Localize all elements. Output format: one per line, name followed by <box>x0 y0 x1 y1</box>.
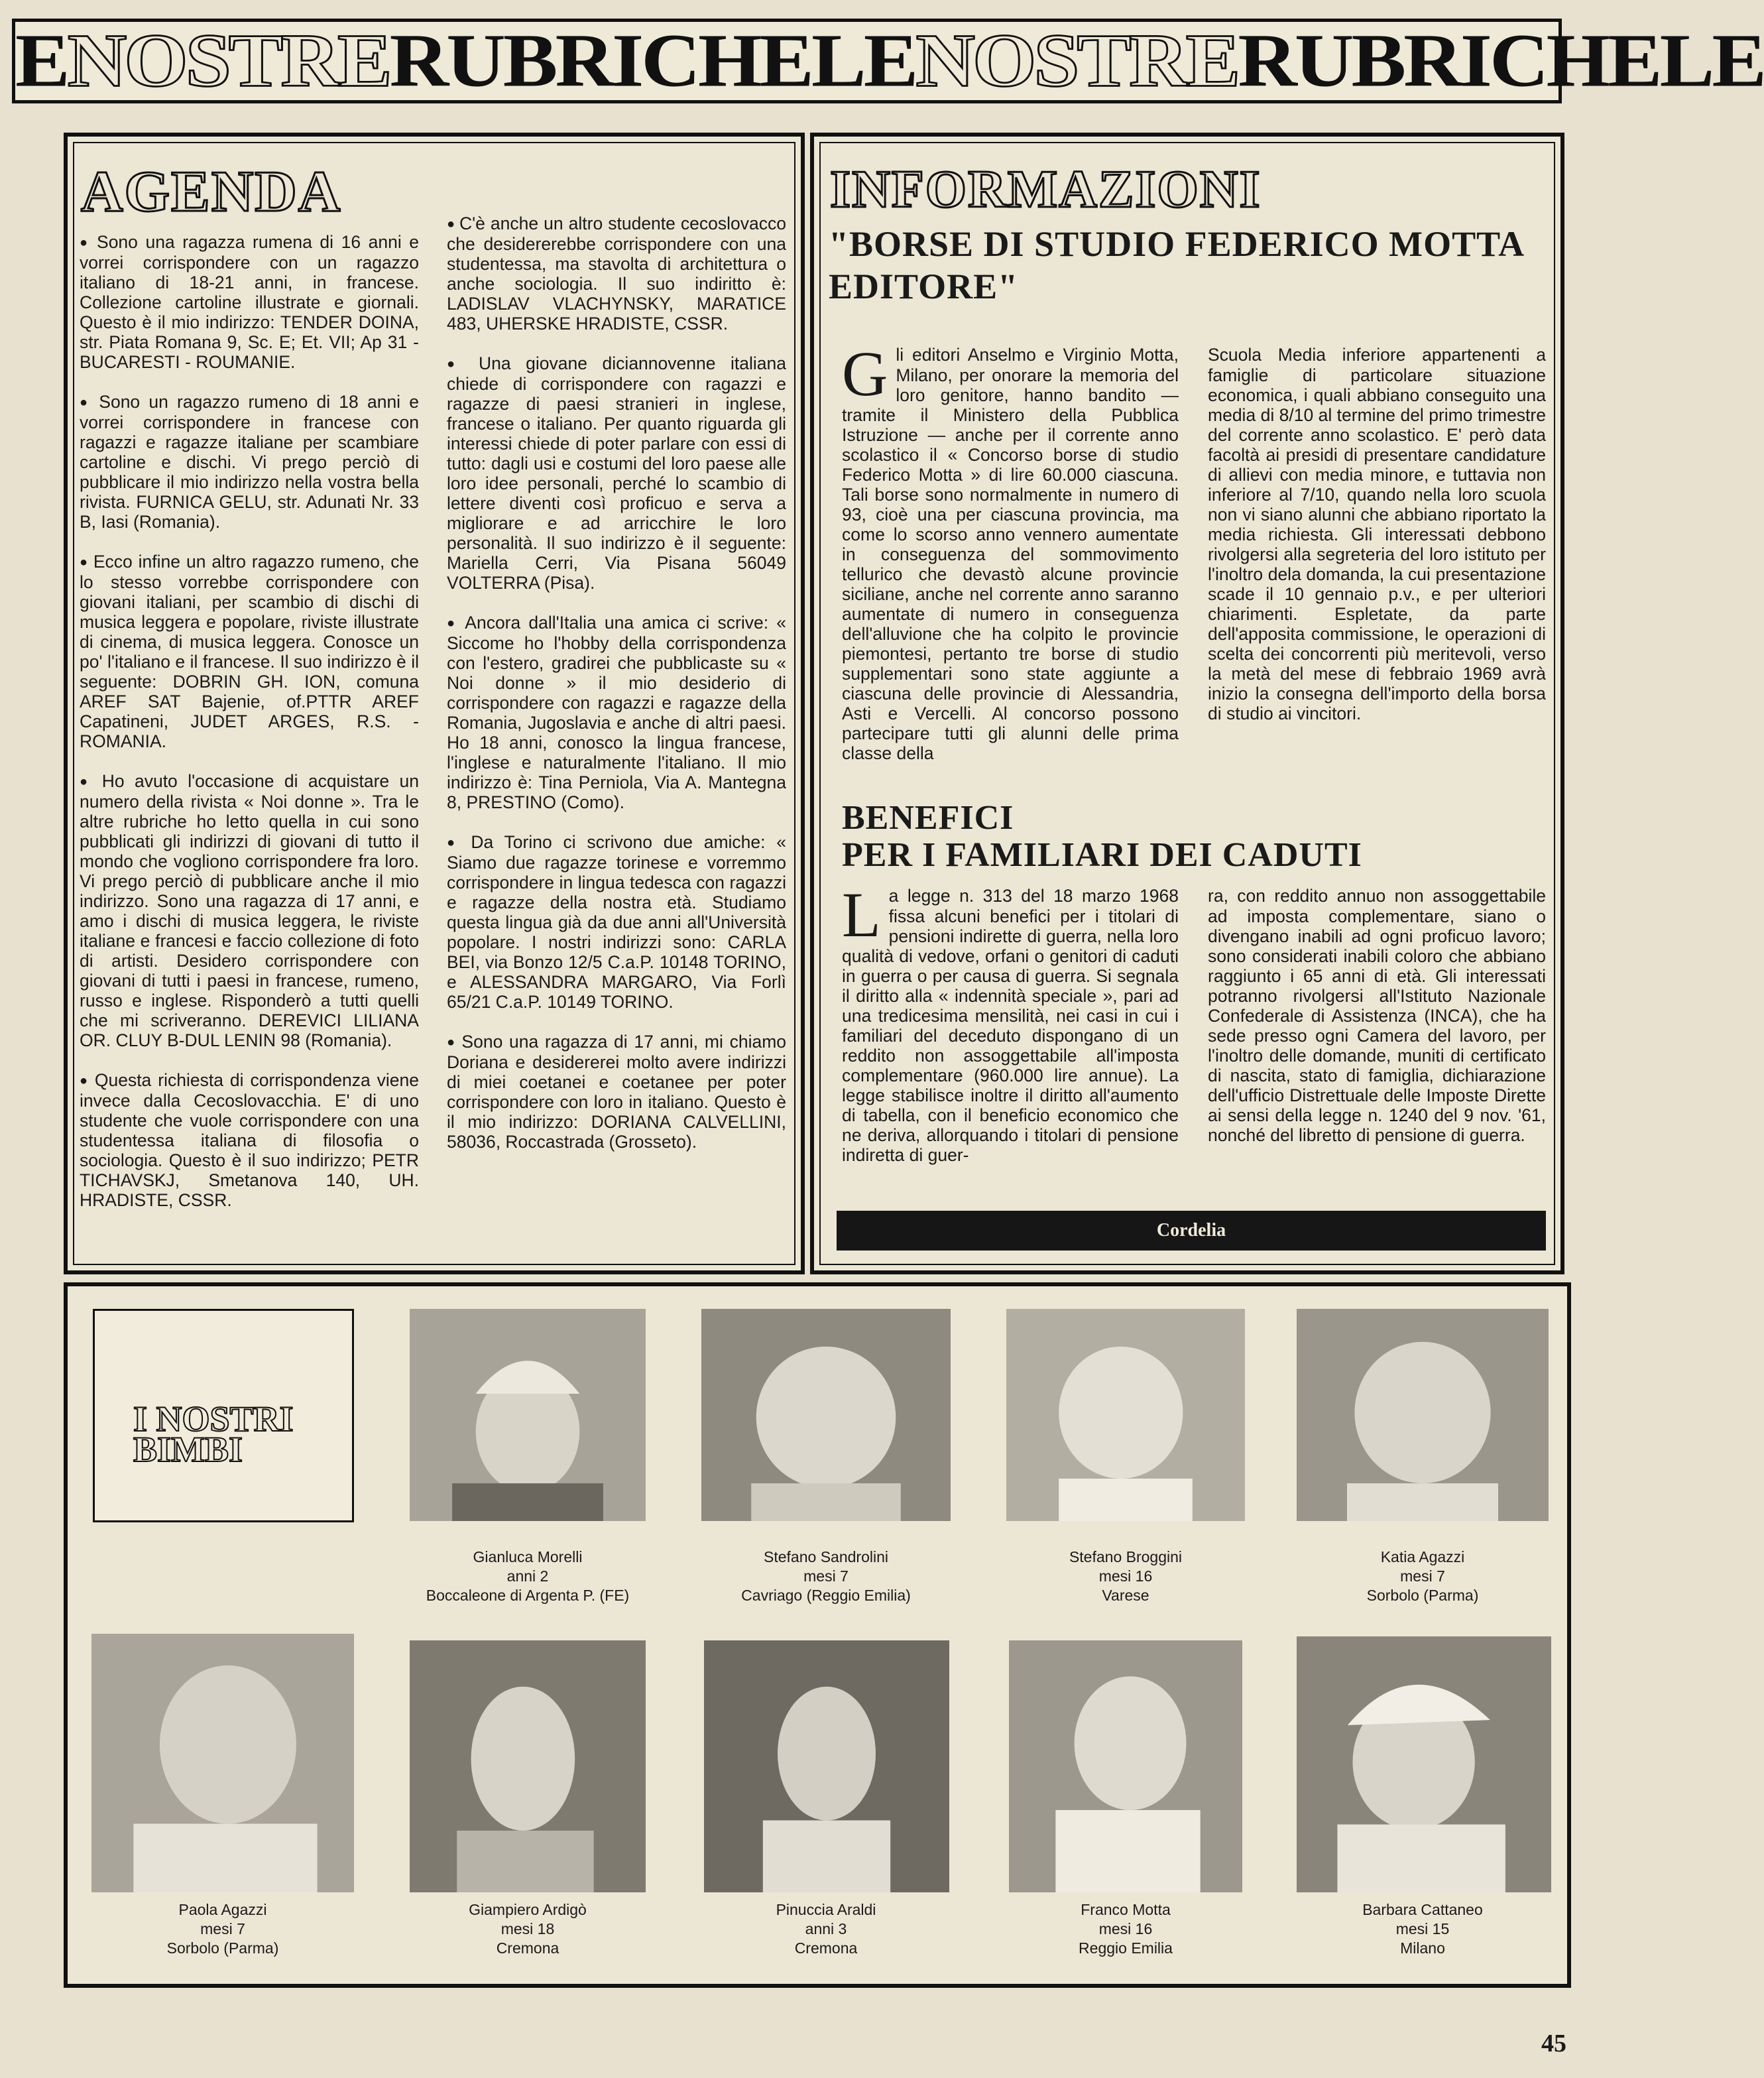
agenda-entry: ● Ho avuto l'occasione di acquistare un numero della rivista « Noi donne ». Tra le altre rubriche ho letto quella in cui sono pubblicati gli indirizzi di giovani di tutto il mondo che vogliono corrispondere fra loro. Vi prego perciò di pubblicare anche il mio indirizzo. Sono una ragazza di 17 anni, e amo i dischi di musica leggera, le riviste italiane e francesi e faccio collezione di foto di artisti. Desidero corrispondere con giovani di tutti i paesi in francese, rumeno, russo e inglese. Risponderò a tutti quelli che mi scriveranno. DEREVICI LILIANA OR. CLUY B-DUL LENIN 98 (Romania). <box>80 771 419 1050</box>
child-photo <box>1009 1640 1242 1892</box>
child-age: mesi 18 <box>500 1920 555 1937</box>
child-place: Cremona <box>794 1939 858 1957</box>
agenda-entry: ● Sono una ragazza rumena di 16 anni e vorrei corrispondere con un ragazzo italiano di 18-21 anni, in francese. Collezione cartoline illustrate e giornali. Questo è il mio indirizzo: TENDER DOINA, str. Piata Romana 9, Sc. E; Et. VII; Ap 31 - BUCARESTI - ROUMANIE. <box>80 232 419 372</box>
informazioni-body <box>842 338 1179 763</box>
child-photo <box>1297 1636 1551 1892</box>
child-caption <box>982 1900 1269 1958</box>
banner-segment: RUBRICHE <box>1238 19 1660 103</box>
banner-segment: RUBRICHE <box>389 19 811 103</box>
benefici-text: ra, con reddito annuo non assoggettabile ad imposta complementare, siano o divengano inabili ad ogni proficuo lavoro; sono considerati inabili coloro che abbiano raggiunto i 65 anni di età. Gli interessati potranno rivolgersi all'Istituto Nazionale Confederale di Assistenza (INCA), che ha sede presso ogni Camera del lavoro, per l'inoltro delle domande, muniti di certificato di nascita, stato di famiglia, dichiarazione dell'ufficio Distrettuale delle Imposte Dirette ai sensi della legge n. 1240 del 9 nov. '61, nonché del libretto di pensione di guerra. <box>1208 886 1546 1145</box>
child-age: anni 3 <box>805 1920 847 1937</box>
banner-segment: E <box>15 19 68 103</box>
child-portrait <box>410 1309 646 1521</box>
child-portrait <box>410 1640 646 1892</box>
child-name: Giampiero Ardigò <box>469 1901 587 1918</box>
child-age: mesi 7 <box>803 1567 849 1585</box>
child-name: Barbara Cattaneo <box>1362 1901 1483 1918</box>
child-photo <box>704 1640 949 1892</box>
banner-segment: LE <box>1659 19 1764 103</box>
child-caption <box>384 1548 671 1605</box>
agenda-entry: ● Sono una ragazza di 17 anni, mi chiamo Doriana e desidererei molto avere indirizzi di miei coetanei e coetanee per poter corrispondere con loro in italiano. Questo è il mio indirizzo: DORIANA CALVELLINI, 58036, Roccastrada (Grosseto). <box>447 1032 786 1152</box>
child-name: Pinuccia Araldi <box>776 1901 876 1918</box>
agenda-entry: ● Da Torino ci scrivono due amiche: « Siamo due ragazze torinese e vorremmo corrispondere in lingua tedesca con ragazzi e ragazze della nostra età. Studiamo questa lingua già da due anni all'Università popolare. I nostri indirizzi sono: CARLA BEI, via Bonzo 12/5 C.a.P. 10148 TORINO, e ALESSANDRA MARGARO, Via Forlì 65/21 C.a.P. 10149 TORINO. <box>447 832 786 1012</box>
child-caption <box>683 1548 969 1605</box>
agenda-entry: ● Questa richiesta di corrispondenza viene invece dalla Cecoslovacchia. E' di uno studente che vuole corrispondere con una studentessa italiana di filosofia o sociologia. Questo è il suo indirizzo; PETR TICHAVSKJ, Smetanova 140, UH. HRADISTE, CSSR. <box>80 1070 419 1210</box>
agenda-entry: ● Ecco infine un altro ragazzo rumeno, che lo stesso vorrebbe corrispondere con giovani italiani, per scambio di dischi di musica leggera e popolare, riviste illustrate di cinema, di musica leggera. Conosce un po' l'italiano e il francese. Il suo indirizzo è il seguente: DOBRIN GH. ION, comuna AREF SAT Bajenie, of.PTTR AREF Capatineni, JUDET ARGES, R.S. - ROMANIA. <box>80 552 419 751</box>
bimbi-title <box>133 1399 294 1469</box>
child-age: anni 2 <box>506 1567 549 1585</box>
banner-segment: LE <box>811 19 916 103</box>
agenda-entry: ● Sono un ragazzo rumeno di 18 anni e vorrei corrispondere in francese con ragazzi e ragazze italiane per scambiare cartoline e dischi. Vi prego perciò di pubblicare il mio indirizzo nella vostra bella rivista. FURNICA GELU, str. Adunati Nr. 33 B, Iasi (Romania). <box>80 392 419 532</box>
dropcap: G <box>842 338 888 409</box>
dropcap: L <box>842 879 881 950</box>
child-portrait <box>1006 1309 1245 1521</box>
child-caption <box>683 1900 969 1958</box>
bimbi-title-line: I NOSTRI <box>133 1399 294 1439</box>
child-name: Katia Agazzi <box>1380 1548 1465 1565</box>
child-portrait <box>1297 1636 1551 1892</box>
child-photo <box>701 1309 951 1521</box>
benefici-left-column <box>842 879 1179 1185</box>
child-photo <box>410 1309 646 1521</box>
child-name: Gianluca Morelli <box>473 1548 583 1565</box>
benefici-title-line: PER I FAMILIARI DEI CADUTI <box>842 836 1362 874</box>
banner-segment: NOSTRE <box>915 19 1238 103</box>
child-caption <box>1279 1900 1566 1958</box>
child-age: mesi 7 <box>200 1920 245 1937</box>
child-place: Varese <box>1102 1587 1149 1604</box>
agenda-left-column <box>80 232 419 1230</box>
child-caption <box>384 1900 671 1958</box>
child-age: mesi 7 <box>1400 1567 1445 1585</box>
child-photo <box>1006 1309 1245 1521</box>
benefici-body <box>842 879 1179 1165</box>
bimbi-title-box <box>93 1309 354 1522</box>
informazioni-text: li editori Anselmo e Virginio Motta, Milano, per onorare la memoria del loro genitore, hanno bandito — tramite il Ministero della Pubblica Istruzione — anche per il corrente anno scolastico il « Concorso borse di studio Federico Motta » di lire 60.000 ciascuna. Tali borse sono normalmente in numero di 93, cioè una per ciascuna provincia, ma come lo scorso anno vennero aumentate in conseguenza del sommovimento tellurico che devastò alcune provincie siciliane, anche nel corrente anno saranno aumentate di numero in conseguenza dell'alluvione che ha colpito le provincie piemontesi, pertanto tre borse di studio supplementari sono state aggiunte a ciascuna delle provincie di Alessandria, Asti e Vercelli. Al concorso possono partecipare tutti gli alunni delle prima classe della <box>842 345 1179 763</box>
child-caption <box>80 1900 366 1958</box>
benefici-right-column <box>1208 886 1546 1165</box>
informazioni-text: Scuola Media inferiore appartenenti a famiglie di particolare situazione economica, i quali abbiano conseguito una media di 8/10 al termine del primo trimestre del corrente anno scolastico. E' però data facoltà ai presidi di presentare candidature di allievi con media minore, e tuttavia non inferiore al 7/10, quando nella loro scuola non vi siano alunni che abbiano riportato la media richiesta. Gli interessati debbono rivolgersi alla segreteria del loro istituto per l'inoltro dela domanda, la cui presentazione scade il 10 gennaio p.v., e per ulteriori chiarimenti. Espletate, da parte dell'apposita commissione, le operazioni di scelta dei concorrenti più meritevoli, verso la metà del mese di febbraio 1969 avrà inizio la consegna dell'importo della borsa di studio ai vincitori. <box>1208 345 1546 723</box>
child-place: Sorbolo (Parma) <box>1366 1587 1479 1604</box>
child-portrait <box>1009 1640 1242 1892</box>
child-photo <box>91 1634 354 1892</box>
child-place: Milano <box>1400 1939 1445 1957</box>
child-photo <box>1297 1309 1549 1521</box>
child-name: Stefano Sandrolini <box>764 1548 888 1565</box>
agenda-entry: ● Una giovane diciannovenne italiana chiede di corrispondere con ragazzi e ragazze di paesi stranieri in inglese, francese o italiano. Per quanto riguarda gli interessi chiede di poter parlare con essi di tutto: dagli usi e costumi del loro paese alle loro idee personali, perché lo scambio di lettere diventi così proficuo e serva a migliorare e ad arricchire le loro personalità. Il suo indirizzo è il seguente: Mariella Cerri, Via Pisana 56049 VOLTERRA (Pisa). <box>447 353 786 593</box>
agenda-right-column <box>447 214 786 1172</box>
child-name: Franco Motta <box>1081 1901 1171 1918</box>
child-portrait <box>1297 1309 1549 1521</box>
agenda-title: AGENDA <box>81 160 342 224</box>
agenda-entry: ● C'è anche un altro studente cecoslovacco che desidererebbe corrispondere con una studentessa, ma stavolta di architettura o anche sociologia. Il suo indiritto è: LADISLAV VLACHYNSKY, MARATICE 483, UHERSKE HRADISTE, CSSR. <box>447 214 786 334</box>
informazioni-subtitle: "BORSE DI STUDIO FEDERICO MOTTA EDITORE" <box>829 224 1523 306</box>
child-place: Reggio Emilia <box>1079 1939 1173 1957</box>
benefici-text: a legge n. 313 del 18 marzo 1968 fissa alcuni benefici per i titolari di pensioni indirette di guerra, nella loro qualità di vedove, orfani o genitori di caduti in guerra o per causa di guerra. Si segnala il diritto alla « indennità speciale », pari ad una tredicesima mensilità, nei casi in cui i familiari del deceduto dispongano di un reddito non assoggettabile all'imposta complementare (960.000 lire annue). La legge stabilisce inoltre il diritto all'aumento di tabella, con il beneficio economico che ne deriva, allorquando i titolari di pensione indiretta di guer- <box>842 886 1179 1165</box>
child-age: mesi 16 <box>1098 1920 1153 1937</box>
informazioni-right-column <box>1208 345 1546 743</box>
agenda-entry: ● Ancora dall'Italia una amica ci scrive: « Siccome ho l'hobby della corrispondenza con l'estero, gradirei che pubblicaste su « Noi donne » il mio desiderio di corrispondere con ragazzi e ragazze della Romania, Jugoslavia e anche di altri paesi. Ho 18 anni, conosco la lingua francese, l'inglese e naturalmente l'italiano. Il mio indirizzo è: Tina Perniola, Via A. Mantegna 8, PRESTINO (Como). <box>447 613 786 812</box>
child-caption <box>1279 1548 1566 1605</box>
bimbi-title-line: BIMBI <box>133 1430 243 1469</box>
child-age: mesi 16 <box>1098 1567 1153 1585</box>
child-caption <box>982 1548 1269 1605</box>
section-banner <box>12 19 1764 103</box>
child-age: mesi 15 <box>1395 1920 1450 1937</box>
child-place: Cremona <box>496 1939 559 1957</box>
banner-segment: NOSTRE <box>67 19 390 103</box>
child-place: Boccaleone di Argenta P. (FE) <box>426 1587 630 1604</box>
benefici-title-line: BENEFICI <box>842 799 1014 837</box>
child-name: Paola Agazzi <box>178 1901 267 1918</box>
child-portrait <box>704 1640 949 1892</box>
child-portrait <box>91 1634 354 1892</box>
child-place: Sorbolo (Parma) <box>166 1939 279 1957</box>
page-number: 45 <box>1541 2030 1566 2057</box>
informazioni-left-column <box>842 338 1179 783</box>
benefici-title <box>842 800 1362 874</box>
informazioni-title: INFORMAZIONI <box>830 160 1262 219</box>
child-portrait <box>701 1309 951 1521</box>
child-name: Stefano Broggini <box>1069 1548 1183 1565</box>
author-signature: Cordelia <box>837 1211 1546 1251</box>
child-place: Cavriago (Reggio Emilia) <box>741 1587 911 1604</box>
child-photo <box>410 1640 646 1892</box>
